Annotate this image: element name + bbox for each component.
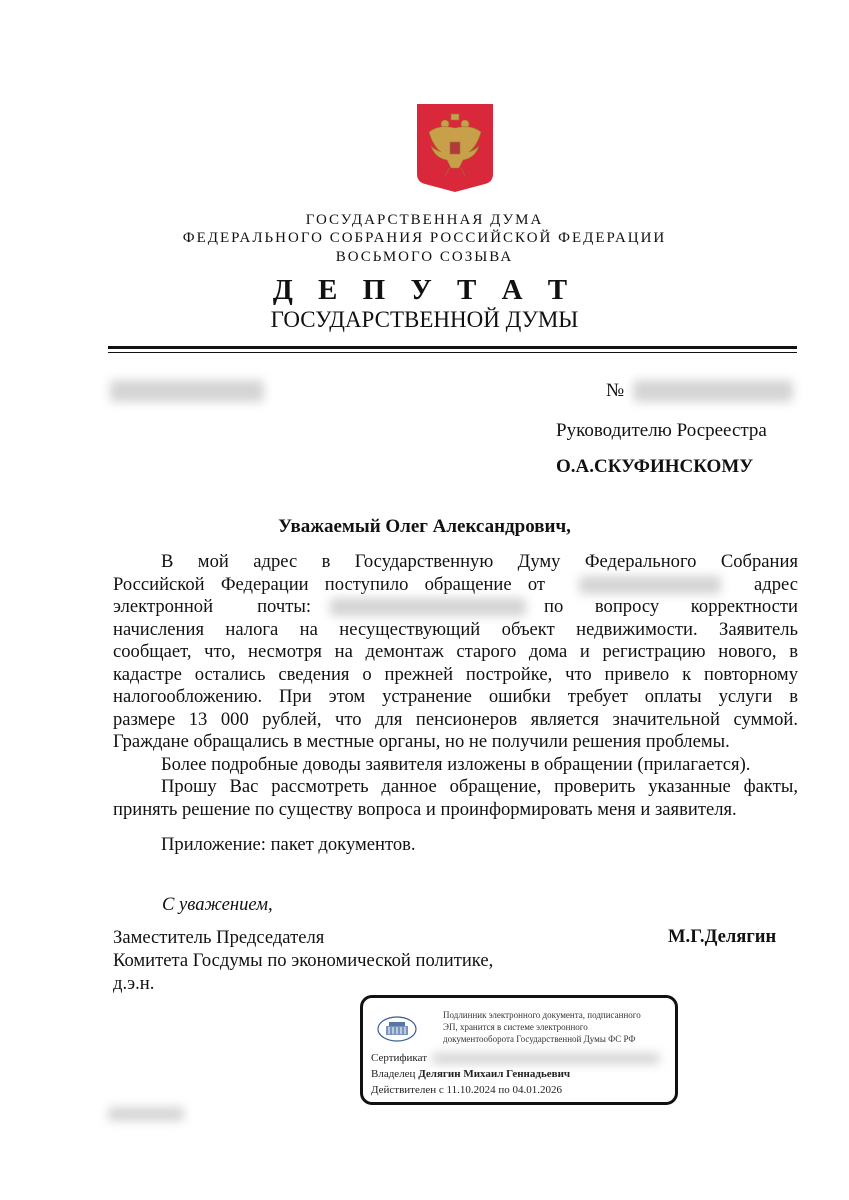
greeting: Уважаемый Олег Александрович, <box>278 516 571 537</box>
body-line: принять решение по существу вопроса и проинформировать меня и заявителя. <box>113 798 737 820</box>
validity-row <box>371 1084 562 1096</box>
body-line <box>113 574 798 597</box>
valid-to: 04.01.2026 <box>512 1084 562 1096</box>
addressee-name: О.А.СКУФИНСКОМУ <box>556 456 754 477</box>
duma-building-icon <box>377 1016 417 1042</box>
body-line: начисления налога на несуществующий объект недвижимости. Заявитель <box>113 618 798 640</box>
regards: С уважением, <box>162 894 273 915</box>
valid-from: 11.10.2024 <box>446 1084 496 1096</box>
body-text: по вопросу корректности <box>544 596 798 617</box>
valid-to-label: по <box>498 1084 510 1096</box>
body-text: адрес <box>754 573 798 595</box>
redacted-email <box>330 598 526 616</box>
stamp-notice <box>443 1009 641 1045</box>
signer-title-line: д.э.н. <box>113 973 155 994</box>
header-line-1: ГОСУДАРСТВЕННАЯ ДУМА <box>305 212 544 228</box>
validity-label: Действителен с <box>371 1084 444 1096</box>
e-signature-stamp <box>360 995 678 1105</box>
redacted-date <box>110 380 264 402</box>
redacted-certificate <box>432 1053 660 1064</box>
duma-subtitle: ГОСУДАРСТВЕННОЙ ДУМЫ <box>270 307 579 332</box>
redacted-applicant <box>579 576 721 594</box>
body-text: Российской Федерации поступило обращение от <box>113 573 545 595</box>
addressee-position: Руководителю Росреестра <box>556 420 767 441</box>
deputat-title: Д Е П У Т А Т <box>272 274 577 306</box>
body-text: электронной почты: <box>113 596 311 617</box>
body-line: Более подробные доводы заявителя изложены в обращении (прилагается). <box>161 753 751 775</box>
body-line: Прошу Вас рассмотреть данное обращение, проверить указанные факты, <box>161 776 798 797</box>
owner-name: Делягин Михаил Геннадьевич <box>418 1068 571 1080</box>
header-rule-thick <box>108 346 797 349</box>
coat-of-arms-emblem <box>415 102 495 194</box>
signer-title-line: Заместитель Председателя <box>113 927 325 948</box>
header-line-2: ФЕДЕРАЛЬНОГО СОБРАНИЯ РОССИЙСКОЙ ФЕДЕРАЦИИ <box>182 230 667 246</box>
body-line: налогообложению. При этом устранение ошибки требует оплаты услуги в <box>113 686 798 707</box>
body-line <box>113 596 798 619</box>
attachment-line: Приложение: пакет документов. <box>161 834 416 855</box>
letter-body <box>113 551 798 857</box>
redacted-footer <box>108 1107 184 1121</box>
header-line-3: ВОСЬМОГО СОЗЫВА <box>335 249 514 265</box>
body-line: сообщает, что, несмотря на демонтаж старого дома и регистрацию нового, в <box>113 641 798 662</box>
body-line: В мой адрес в Государственную Думу Федерального Собрания <box>161 551 798 572</box>
stamp-notice-line: ЭП, хранится в системе электронного <box>443 1022 588 1032</box>
body-line: Граждане обращались в местные органы, но не получили решения проблемы. <box>113 731 730 752</box>
redacted-number <box>633 380 793 402</box>
number-label: № <box>606 380 625 401</box>
signer-name: М.Г.Делягин <box>668 926 777 947</box>
owner-row <box>371 1068 570 1080</box>
body-line: размере 13 000 рублей, что для пенсионеров является значительной суммой. <box>113 708 798 730</box>
signer-title-line: Комитета Госдумы по экономической политике, <box>113 950 494 971</box>
certificate-label: Сертификат <box>371 1052 427 1064</box>
signer-title <box>113 926 493 995</box>
owner-label: Владелец <box>371 1068 416 1080</box>
header-rule-thin <box>108 352 797 353</box>
stamp-notice-line: Подлинник электронного документа, подписанного <box>443 1010 641 1020</box>
body-line: кадастре остались сведения о прежней постройке, что привело к повторному <box>113 663 798 685</box>
certificate-row <box>371 1052 660 1064</box>
stamp-notice-line: документооборота Государственной Думы ФС РФ <box>443 1034 636 1044</box>
